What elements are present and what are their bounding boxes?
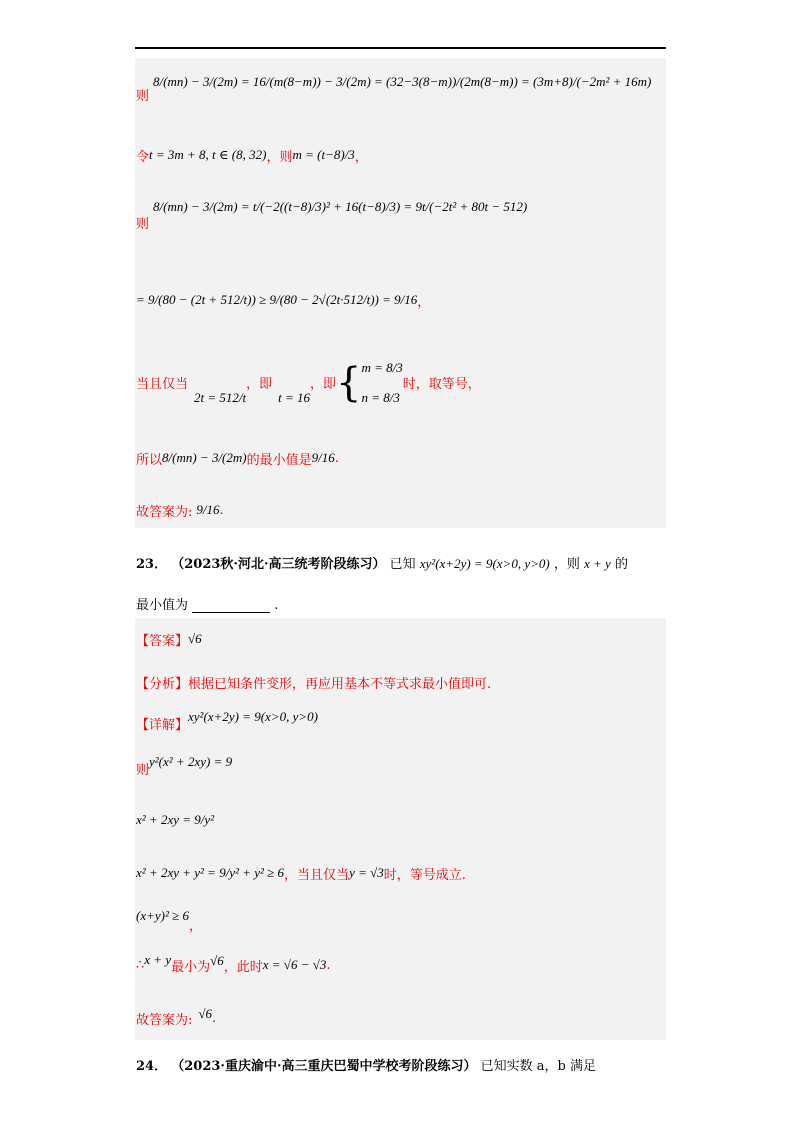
equation: √6 <box>210 953 224 968</box>
question-23 <box>136 553 628 572</box>
analysis-text: 根据已知条件变形，再应用基本不等式求最小值即可. <box>188 676 492 692</box>
solution-line-eq2 <box>136 182 527 232</box>
answer-value: √6 <box>198 1006 213 1021</box>
header-rule <box>135 47 666 49</box>
answer-label: 【答案】 <box>136 633 189 649</box>
equation: 8/(mn) − 3/(2m) = t/(−2((t−8)/3)² + 16(t−8)/3) = 9t/(−2t² + 80t − 512) <box>153 199 528 214</box>
equation: (x+y)² ≥ 6 <box>136 908 190 923</box>
text: ， <box>417 294 431 310</box>
text: ，此时 <box>223 959 263 975</box>
equation: 2t = 512/t <box>194 389 247 405</box>
question-source: （2023秋·河北·高三统考阶段练习） <box>171 557 386 572</box>
analysis-label: 【分析】 <box>136 676 189 692</box>
text: 的 <box>614 557 628 572</box>
detail-row <box>136 705 318 733</box>
system <box>362 360 403 406</box>
text: 已知实数 a，b 满足 <box>480 1059 596 1074</box>
text: 时，等号成立. <box>383 867 466 883</box>
answer-blank <box>192 600 270 613</box>
equation: x + y <box>584 556 611 571</box>
text: . <box>212 1010 217 1026</box>
solution-line-substitution <box>136 140 368 170</box>
text: ，当且仅当 <box>284 867 350 883</box>
detail-label: 【详解】 <box>136 717 189 733</box>
solution-line-conclusion <box>136 440 339 476</box>
text: ， <box>354 149 368 165</box>
therefore-symbol: ∴ <box>136 957 145 973</box>
equation: = 9/(80 − (2t + 512/t)) ≥ 9/(80 − 2√(2t·512/t)) = 9/16 <box>136 292 418 307</box>
step-2 <box>136 802 214 838</box>
ze-label: 则 <box>136 216 150 232</box>
question-number: 24． <box>136 1059 168 1074</box>
question-24 <box>136 1055 596 1074</box>
question-number: 23． <box>136 557 168 572</box>
answer-value: √6 <box>188 631 202 646</box>
equation: n = 8/3 <box>361 389 400 405</box>
text: 已知 <box>389 557 416 572</box>
equation: m = 8/3 <box>361 359 403 375</box>
equation: xy²(x+2y) = 9(x>0, y>0) <box>188 709 318 724</box>
text: . <box>334 450 339 466</box>
question-23-line2 <box>136 594 278 613</box>
text: ，即 <box>246 377 273 392</box>
equation: x = √6 − √3 <box>262 957 327 972</box>
text: 时，取等号， <box>402 377 481 392</box>
guda-label: 故答案为: <box>136 1012 193 1028</box>
step-1 <box>136 750 233 778</box>
brace-symbol: { <box>336 359 362 406</box>
text: 最小值为 <box>136 598 189 613</box>
step-3 <box>136 855 466 891</box>
text: 的最小值是 <box>246 452 312 468</box>
equation: m = (t−8)/3 <box>292 147 355 162</box>
text: . <box>219 502 224 518</box>
ze-label: 则 <box>136 762 150 778</box>
answer-value: 9/16 <box>196 502 220 517</box>
equation: x² + 2xy = 9/y² <box>136 812 215 827</box>
text: ，则 <box>553 557 580 572</box>
guda-label: 故答案为: <box>136 504 193 520</box>
equation: 8/(mn) − 3/(2m) <box>162 450 247 465</box>
text: ，则 <box>266 149 293 165</box>
equation: x² + 2xy + y² = 9/y² + y² ≥ 6 <box>136 865 285 880</box>
equation: y²(x² + 2xy) = 9 <box>149 754 233 769</box>
equation: xy²(x+2y) = 9(x>0, y>0) <box>419 556 550 571</box>
dangqie-label: 当且仅当 <box>136 377 189 392</box>
equation: x + y <box>144 952 172 967</box>
solution-line-equality <box>136 345 481 420</box>
equation: 8/(mn) − 3/(2m) = 16/(m(8−m)) − 3/(2m) = (32−3(8−m))/(2m(8−m)) = (3m+8)/(−2m² + 16m) <box>153 74 652 89</box>
suoyi-label: 所以 <box>136 452 163 468</box>
ze-label: 则 <box>136 88 150 104</box>
equation: t = 3m + 8, t ∈ (8, 32) <box>149 147 267 162</box>
solution-line-eq3 <box>136 280 430 320</box>
solution-line-answer <box>136 492 224 528</box>
text: ， <box>189 918 203 934</box>
equation: 9/16 <box>311 450 335 465</box>
equation: y = √3 <box>349 865 384 880</box>
text: . <box>326 957 331 973</box>
analysis-row <box>136 672 491 692</box>
step-4 <box>136 903 203 934</box>
answer-row <box>136 626 202 652</box>
ling-label: 令 <box>136 149 150 165</box>
solution-line-eq1 <box>136 62 651 102</box>
text: ，即 <box>310 377 337 392</box>
equation: t = 16 <box>278 389 311 405</box>
question-source: （2023·重庆渝中·高三重庆巴蜀中学校考阶段练习） <box>171 1059 477 1074</box>
step-5 <box>136 950 331 980</box>
text: . <box>274 598 279 613</box>
solution-line-answer <box>136 1005 216 1031</box>
text: 最小为 <box>171 959 211 975</box>
